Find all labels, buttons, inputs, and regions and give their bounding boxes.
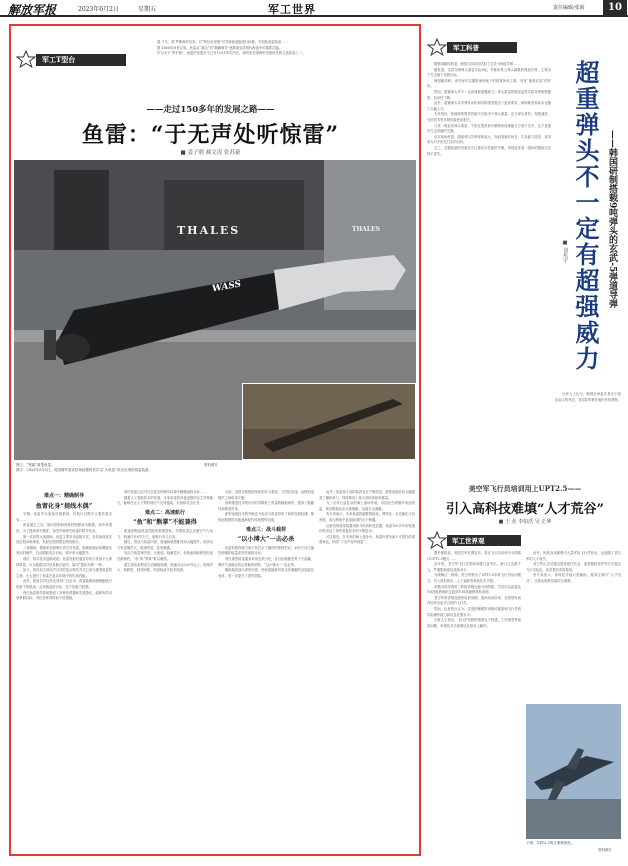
thales-sign-small: THALES bbox=[352, 226, 380, 233]
photo-caption bbox=[16, 463, 236, 473]
lead-excerpt-text: 德 不久，德 罗斯海军宣布，对“阿尔哈里德”号导弹驱逐舰进行检修，并加装鱼雷装备…… bbox=[157, 40, 288, 44]
issue-date: 2023年6月2日 bbox=[78, 6, 119, 13]
bottom-column-tag bbox=[427, 531, 523, 549]
star-badge-icon bbox=[16, 50, 36, 68]
main-body-col-4: 此外，鱼雷战斗部的装药也在不断改进，新型高能炸药大幅提高了爆炸威力，同时降低了战斗部的体积和重量。 为了应对日益复杂的海上战场环境，各国还在研制多用途鱼雷，使其既能攻击水面舰艇，也能打击潜艇。 有专家表示，未来鱼雷将朝着智能化、网络化、多功能化方向发展，成为海战中更加致命的水下利器。 从最初的简单装置到如今的高科技武器，鱼雷150多年的发展历程见证了海军装备技术的不断进步。 可以预见，在未来的海上战争中，鱼雷仍将扮演不可替代的重要角色，持续“于无声处听惊雷”。 bbox=[319, 490, 415, 545]
body-paragraph-2: 现代鱼雷已经可以在复杂的海洋环境中精确追踪目标…… bbox=[124, 490, 207, 494]
side-headline: 超重弹头不一定有超强威力 bbox=[571, 60, 600, 372]
main-kicker: ——走过150多年的发展之路—— bbox=[146, 105, 275, 115]
upt-photo-credit: 资料照片 bbox=[598, 848, 612, 852]
side-body: 据韩国媒体报道，韩国日前成功试射了玄武-5弹道导弹…… 据报道，这款导弹弹头重量可达9吨，号称世界上弹头最重的弹道导弹，主要用于打击地下坚固目标。 韩国媒体称，该导弹可以摧毁深埋地下的指挥所和工事，具有“地堡克星”的作用。 然而，超重弹头并不一定意味着超强威力。弹头重量的增加必然导致导弹射程缩短、机动性下降。 此外，超重弹头对导弹发动机和结构强度提出了更高要求，研制难度和成本也随之大幅上升。 专家指出，钻地弹的毁伤效能不仅取决于弹头重量，还与弹头材料、侵彻速度、引信技术等多种因素密切相关。 与其一味追求弹头重量，不如在提高命中精度和侵彻能力方面下功夫，这才是提升打击效能的关键。 从实战角度看，超重弹头导弹体积庞大，发射准备时间长，生存能力较差，容易成为对手优先打击的目标。 总之，武器装备的发展应当注重综合性能的平衡，单纯追求某一指标的极致往往得不偿失。 bbox=[427, 62, 551, 156]
main-column-tag-label: 军工T型台 bbox=[42, 55, 76, 64]
main-column-tag bbox=[16, 48, 126, 70]
side-body-text: 据韩国媒体报道，韩国日前成功试射了玄武-5弹道导弹…… bbox=[434, 62, 520, 66]
page-number: 10 bbox=[603, 0, 627, 16]
subhead-2a: 难点二：高速航行 bbox=[144, 509, 185, 516]
upt-photo-caption: 下图：UPT2.5的主要教练机。 bbox=[526, 841, 575, 845]
main-headline: 鱼雷：“于无声处听惊雷” bbox=[81, 122, 340, 148]
photo-caption-1: 图①：“黑鲨”重型鱼雷。 bbox=[16, 463, 55, 467]
issue-weekday: 星期五 bbox=[138, 6, 157, 13]
editor-credit: 责任编辑/张新 bbox=[553, 5, 585, 11]
bottom-column-tag-label: 军工世界观 bbox=[452, 537, 485, 545]
main-body-col-2: 现代鱼雷已经可以在复杂的海洋环境中精确追踪目标…… 随着人工智能技术的发展，未来鱼雷将具备更强的自主决策能力，能够在无人干预的情况下完成搜索、识别和攻击任务。 难点二：高速航行 “鱼”和“熊掌”不能兼得 航速是衡量鱼雷性能的重要指标。早期鱼雷以压缩空气为动力，航速仅有6节左右，航程只有几百米。 随后，热动力鱼雷问世，航速和航程都得到大幅提升。但热动力鱼雷噪声大，航迹明显，容易暴露。 电动力鱼雷噪声低、无航迹，隐蔽性好，但航速和航程受电池性能制约，“鱼”和“熊掌”难以兼得。 超空泡鱼雷利用空泡减阻原理，航速可达200节以上，但噪声大、航程短，制导困难，仍面临诸多技术瓶颈。 bbox=[117, 490, 213, 573]
lead-excerpt: 德 不久，德 罗斯海军宣布，对“阿尔哈里德”号导弹驱逐舰进行检修，并加装鱼雷装备…… 德 1866年问世以来，鱼雷从“袭击”到“精确制导”逐渐演变成现代海战中的重要武器。 作为水下“杀手锏”，鱼雷的发展至今已有150多年的历史，始终是各国海军竞相研发的主战装备之一。 bbox=[150, 40, 415, 100]
subhead-3a: 难点三：战斗载荷 bbox=[245, 526, 286, 533]
thales-sign: THALES bbox=[177, 224, 241, 237]
bottom-byline: ■ 王 业 李如浩 吴 正坤 bbox=[498, 519, 552, 525]
star-badge-icon bbox=[427, 38, 447, 56]
bottom-body-col-1: 据外媒报道，美国空军近期宣布，将在飞行员培训中全面推行UPT2.5模式…… 近年来，美空军飞行员短缺问题日益突出，缺口已达数千人，严重影响部队战备水平。 为缓解这一困境，美空军推出了UPT2.5本科飞行员培训模式，引入虚拟现实、人工智能等高新技术手段。 该模式将传统的三阶段训练压缩为两阶段，学员可以直接从T-6初级教练机过渡到T-38高级教练机训练。 美空军希望借此缩短培训周期，提高培训效率，在较短时间内培养出更多合格的飞行员。 然而，也有观点认为，过度依赖模拟训练可能影响飞行员的实际操作能力和应急处置水平。 分析人士指出，飞行员短缺的根源在于待遇、工作强度等深层问题，单靠技术手段难以从根本上解决。 bbox=[427, 551, 521, 628]
side-body-tail: 分析人士认为，韩国此举更多是出于政治宣示的考虑，其实际军事价值仍有待观察。 bbox=[555, 392, 621, 402]
upt-photo bbox=[526, 704, 621, 839]
subhead-2b: “鱼”和“熊掌”不能兼得 bbox=[133, 519, 197, 527]
inset-photo bbox=[242, 383, 416, 460]
bottom-kicker: 美空军飞行员培训用上UPT2.5—— bbox=[468, 484, 582, 493]
photo-credit: 资料照片 bbox=[204, 463, 218, 467]
bottom-headline: 引入高科技难填“人才荒谷” bbox=[446, 502, 604, 517]
side-byline: ■ 刘兆宇 bbox=[562, 240, 568, 263]
bottom-body-col-2: 此外，民航业高薪吸引大量军队飞行员转业，也加剧了美空军的人才流失。 美空军正尝试通过提高留任奖金、改善服役条件等方式稳定飞行员队伍，但效果仍有待检验。 有专家表示，高科技手段只是辅助，要真正填平“人才荒谷”，还需从制度层面综合施策。 bbox=[526, 551, 621, 583]
side-subheadline: ——韩国研制搭载9吨弹头的玄武-5弹道导弹 bbox=[607, 130, 617, 309]
main-body-col-3: 目前，各国正积极研发新型动力系统，力图在高速、远程和低噪声之间取得平衡。 泵喷推进技术的应用有效降低了鱼雷的辐射噪声，提高了隐蔽性和推进效率。 新型电池技术的突破也为电动力鱼雷带来了新的发展机遇，锂电池和燃料电池逐渐取代传统银锌电池。 难点三：战斗载荷 “以小博大”一击必杀 鱼雷的毁伤威力源于其在水下爆炸的独特效应。水的不可压缩性使爆炸能量高效传递给目标。 现代重型鱼雷通常采用近炸引信，在目标舰艇龙骨下方起爆，利用气泡脉动效应将舰体折断，“以小博大”一击必杀。 聚能装药战斗部的出现，使鱼雷能够有效击穿潜艇的双层耐压壳体，进一步提升了毁伤效能。 bbox=[218, 490, 314, 578]
star-badge-icon bbox=[427, 531, 447, 549]
main-body-col-1: 难点一：精确制导 鱼雷化身“提线木偶” 早期，鱼雷并未装备导航系统，在航行过程中主要依靠自身…… 鱼雷诞生之初，航向控制和深度控制都较为粗糙，命中率很低。为了提高命中精度，各国开始研究鱼雷的制导技术。 第一次世界大战期间，鱼雷主要采用直航方式，在发射前预先设定航向和深度，发射后按照既定路线航行。 二战期间，德国率先研制出声自导鱼雷，能够探测目标螺旋桨发出的噪声，自动跟踪攻击目标，命中率大幅提升。 战后，线导技术逐渐成熟。鱼雷发射后通过导线与发射平台保持联系，可以根据实时信息修正航向，如同“提线木偶”一般。 如今，线导加主被动声自导的复合制导方式已成为重型鱼雷的主流，大大提升了鱼雷在复杂环境中的作战效能。 此外，尾流自导技术也得到广泛应用，鱼雷能够探测舰艇航行时留下的尾流，沿尾流追踪目标，抗干扰能力较强。 现代鱼雷制导系统集成了多种传感器和先进算法，能够有效识别真假目标，对抗各种诱饵和干扰措施。 bbox=[16, 493, 112, 601]
side-column-tag-label: 军工科普 bbox=[453, 44, 479, 52]
subhead-1b: 鱼雷化身“提线木偶” bbox=[35, 502, 93, 510]
main-byline: ■ 姜子晗 郝文涛 张苏豪 bbox=[180, 150, 241, 156]
photo-caption-2: 图②：2023年3月5日，英国海军某试验场拍摄的首次以“大鱼雷”形式出现的鱼雷装备。 bbox=[16, 468, 152, 472]
subhead-1a: 难点一：精确制导 bbox=[43, 493, 84, 499]
subhead-3b: “以小博大”一击必杀 bbox=[237, 536, 295, 544]
body-paragraph-1: 早期，鱼雷并未装备导航系统，在航行过程中主要依靠自身…… bbox=[16, 512, 112, 522]
paper-name: 解放军报 bbox=[8, 3, 57, 17]
wass-logo: WASS bbox=[211, 279, 242, 295]
section-title: 军工世界 bbox=[268, 3, 316, 16]
bottom-body-text: 据外媒报道，美国空军近期宣布，将在飞行员培训中全面推行UPT2.5模式…… bbox=[427, 551, 521, 561]
side-column-tag bbox=[427, 38, 523, 56]
